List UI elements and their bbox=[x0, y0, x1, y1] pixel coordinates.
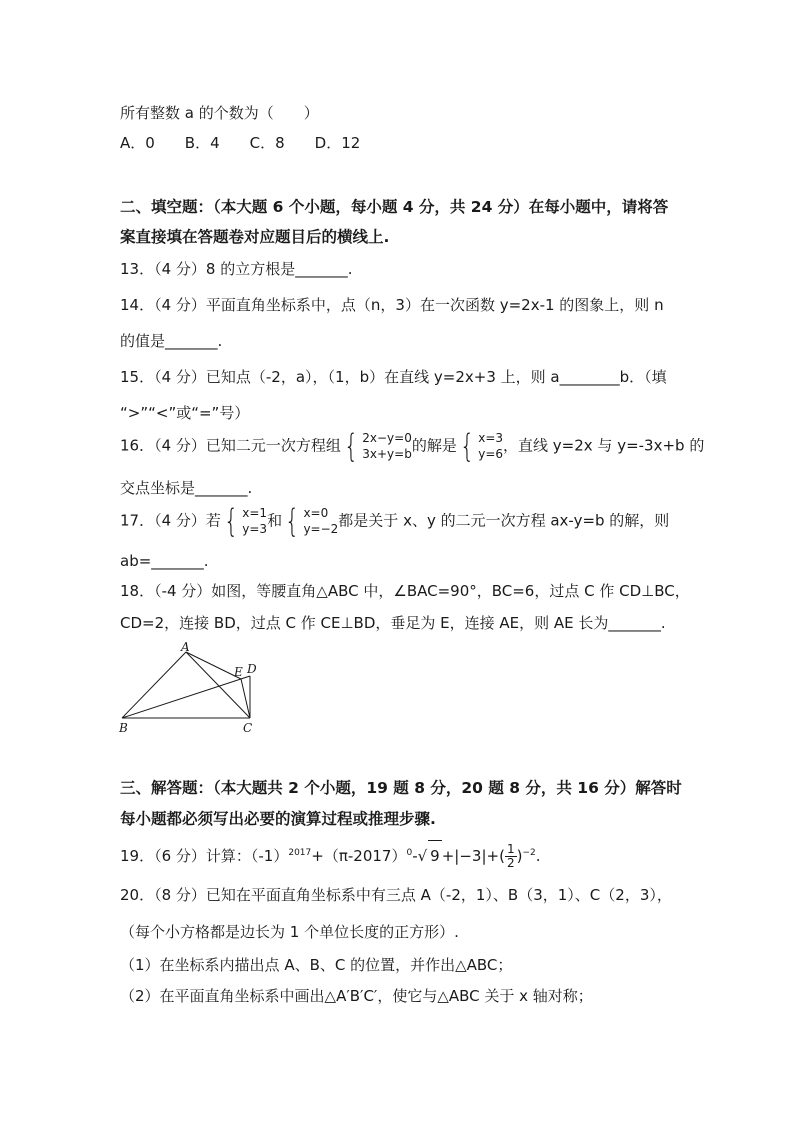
q19-text: - bbox=[412, 847, 418, 865]
segment-ce bbox=[241, 679, 250, 718]
q17-prefix: 17．（4 分）若 bbox=[120, 511, 221, 530]
system-eq: y=6 bbox=[478, 447, 504, 461]
question-20-part1: （1）在坐标系内描出点 A、B、C 的位置，并作出△ABC； bbox=[120, 956, 513, 974]
segment-ab bbox=[122, 652, 186, 718]
equation-system-1 bbox=[242, 505, 267, 537]
question-15: 15．（4 分）已知点（-2，a），（1，b）在直线 y=2x+3 上，则 a________b．（填 bbox=[120, 368, 667, 386]
section3-heading: 三、解答题：（本大题共 2 个小题，19 题 8 分，20 题 8 分，共 16 分）解答时 bbox=[120, 779, 682, 797]
fraction bbox=[505, 843, 517, 870]
question-14-cont: 的值是_______. bbox=[120, 332, 223, 350]
q17-suffix: 都是关于 x、y 的二元一次方程 ax-y=b 的解，则 bbox=[338, 511, 670, 530]
left-brace: { bbox=[343, 427, 359, 465]
q16-suffix: ，直线 y=2x 与 y=-3x+b 的 bbox=[503, 436, 705, 455]
question-17-cont: ab=_______. bbox=[120, 552, 209, 570]
system-eq: x=0 bbox=[303, 506, 329, 520]
system-eq: x=3 bbox=[478, 431, 504, 445]
label-d: D bbox=[247, 662, 257, 676]
label-b: B bbox=[119, 721, 128, 735]
q12-tail: 所有整数 a 的个数为（ ） bbox=[120, 104, 319, 122]
q12-options: A．0 B．4 C．8 D．12 bbox=[120, 134, 361, 152]
equation-system-1 bbox=[362, 430, 412, 462]
system-eq: y=3 bbox=[242, 522, 268, 536]
section3-heading-cont: 每小题都必须写出必要的演算过程或推理步骤. bbox=[120, 810, 436, 828]
question-13: 13．（4 分）8 的立方根是_______. bbox=[120, 260, 353, 278]
left-brace: { bbox=[223, 502, 239, 540]
geometry-figure bbox=[110, 640, 270, 738]
equation-system-2 bbox=[303, 505, 338, 537]
system-eq: 3x+y=b bbox=[362, 447, 412, 461]
label-e: E bbox=[234, 665, 243, 679]
question-20-note: （每个小方格都是边长为 1 个单位长度的正方形）. bbox=[120, 923, 459, 941]
question-16 bbox=[120, 427, 705, 465]
label-a: A bbox=[181, 640, 190, 654]
left-brace: { bbox=[459, 427, 475, 465]
system-eq: 2x−y=0 bbox=[362, 431, 412, 445]
question-16-cont: 交点坐标是_______. bbox=[120, 479, 253, 497]
question-19 bbox=[120, 838, 541, 871]
exponent: 0 bbox=[406, 848, 413, 858]
section2-heading: 二、填空题：（本大题 6 个小题，每小题 4 分，共 24 分）在每小题中，请将答 bbox=[120, 198, 669, 216]
question-14: 14．（4 分）平面直角坐标系中，点（n，3）在一次函数 y=2x-1 的图象上，则 n bbox=[120, 296, 664, 314]
q19-prefix: 19．（6 分）计算：（-1） bbox=[120, 847, 289, 865]
sqrt-symbol: √ bbox=[417, 847, 428, 865]
left-brace: { bbox=[285, 502, 300, 540]
q19-text: +（π-2017） bbox=[311, 847, 407, 865]
question-18-cont: CD=2，连接 BD，过点 C 作 CE⊥BD，垂足为 E，连接 AE，则 AE 长为_______. bbox=[120, 614, 666, 632]
segment-bd bbox=[122, 676, 250, 718]
question-17 bbox=[120, 502, 670, 540]
question-20-part2: （2）在平面直角坐标系中画出△A′B′C′，使它与△ABC 关于 x 轴对称； bbox=[120, 987, 593, 1005]
question-20: 20．（8 分）已知在平面直角坐标系中有三点 A（-2，1）、B（3，1）、C（2，3）， bbox=[120, 886, 672, 904]
q16-mid: 的解是 bbox=[411, 436, 457, 455]
section2-heading-cont: 案直接填在答题卷对应题目后的横线上. bbox=[120, 228, 390, 246]
system-eq: y=−2 bbox=[303, 522, 339, 536]
system-eq: x=1 bbox=[242, 506, 268, 520]
q19-text: ) bbox=[516, 847, 523, 865]
sqrt-argument: 9 bbox=[428, 840, 442, 871]
q19-text: . bbox=[535, 847, 541, 865]
q17-mid: 和 bbox=[267, 511, 283, 530]
segment-ac bbox=[186, 652, 250, 718]
exponent: −2 bbox=[522, 848, 536, 858]
question-18: 18．（-4 分）如图，等腰直角△ABC 中，∠BAC=90°，BC=6，过点 C 作 CD⊥BC， bbox=[120, 582, 690, 600]
q19-text: +|−3|+( bbox=[441, 847, 505, 865]
segment-ae bbox=[186, 652, 241, 679]
q16-prefix: 16．（4 分）已知二元一次方程组 bbox=[120, 436, 341, 455]
equation-system-2 bbox=[478, 430, 503, 462]
exponent: 2017 bbox=[288, 848, 312, 858]
numerator: 1 bbox=[506, 842, 515, 856]
question-15-cont: “>”“<”或“=”号） bbox=[120, 404, 250, 422]
denominator: 2 bbox=[506, 856, 515, 870]
label-c: C bbox=[243, 721, 253, 735]
